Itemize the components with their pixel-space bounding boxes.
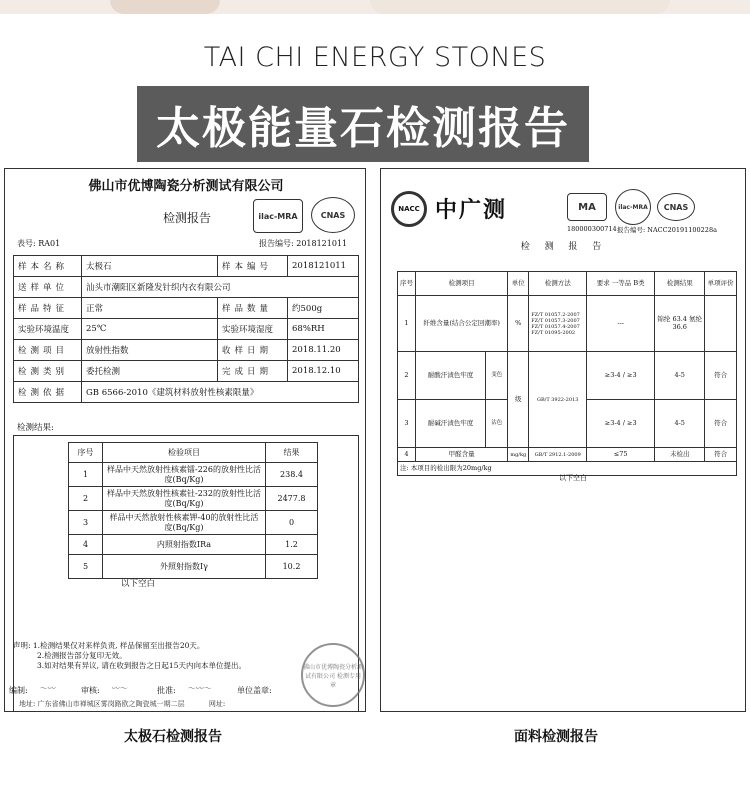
official-stamp: 佛山市优博陶瓷分析测试有限公司 检测专用章 [301, 643, 365, 707]
photo-fragment [370, 0, 670, 14]
below-blank-note: 以下空白 [121, 579, 156, 589]
table-row: 3 耐碱汗渍色牢度 沾色 ≥3-4 / ≥3 4-5 符合 [398, 400, 737, 448]
table-row: 3 样品中天然放射性核素钾-40的放射性比活度(Bq/Kg) 0 [69, 511, 318, 535]
table-row: 序号 检验项目 结果 [69, 443, 318, 463]
below-blank-note: 以下空白 [559, 474, 587, 482]
signature-scribble: 〜〰 [39, 684, 55, 693]
report-number: 报告编号: NACC20191100228a [617, 226, 717, 234]
photo-fragment [110, 0, 220, 14]
table-row: 2 耐酸汗渍色牢度 变色 级 GB/T 3922-2013 ≥3-4 / ≥3 4-5 符合 [398, 352, 737, 400]
table-row: 5 外照射指数Iγ 10.2 [69, 555, 318, 579]
table-row: 检测项目 放射性指数 收样日期 2018.11.20 [14, 340, 359, 361]
table-row: 2 样品中天然放射性核素钍-232的放射性比活度(Bq/Kg) 2477.8 [69, 487, 318, 511]
ma-badge: MA [567, 193, 607, 221]
table-row: 检测依据 GB 6566-2010《建筑材料放射性核素限量》 [14, 382, 359, 403]
ilac-mra-badge: ilac-MRA [253, 199, 303, 233]
table-row: 送样单位 汕头市潮阳区新隆发针织内衣有限公司 [14, 277, 359, 298]
table-row: 1 样品中天然放射性核素镭-226的放射性比活度(Bq/Kg) 238.4 [69, 463, 318, 487]
table-row: 实验环境温度 25℃ 实验环境湿度 68%RH [14, 319, 359, 340]
ma-number: 180000300714 [567, 225, 617, 233]
institute-name: 佛山市优博陶瓷分析测试有限公司 [88, 179, 284, 194]
declaration-notes: 声明: 1.检测结果仅对来样负责, 样品保留至出报告20天。 2.检测报告部分复印无效。 3.如对结果有异议, 请在收到报告之日起15天内向本单位提出。 [13, 641, 246, 671]
table-row: 4 甲醛含量 mg/kg GB/T 2912.1-2009 ≤75 未检出 符合 [398, 448, 737, 462]
report-title: 检 测 报 告 [520, 242, 608, 252]
ilac-mra-badge: ilac-MRA [615, 189, 651, 225]
stone-test-report: 佛山市优博陶瓷分析测试有限公司 检测报告 ilac-MRA CNAS 表号: RA01 报告编号: 2018121011 样本名称 太极石 样本编号 2018121011 送样单位 汕头市潮阳区新隆发针织内衣有限公司 样品特征 正常 样品数量 约500g 实验环境温度 25℃ 实验环境湿度 68%RH 检测项目 放射性指数 收样日期 2018.11.20 检测类别 委托检测 完成日期 2018.12.10 检测依据 GB 6566-2010《建筑材料放射性核素限量》 检测结果: 序号 检验项目 结果 1 样品中天然放射性核素镭-226的放射性比活度(Bq/Kg) 238.4 2 样品中天然放射性核素钍-232的放射性比活度(Bq/Kg) 2477.8 3 样品中天然放射性核素钾-40的放射性比活度(Bq/Kg) 0 4 内照射指数IRa 1.2 5 外照射指数Iγ 10.2 以下空白 声明: 1.检测结果仅对来样负责, 样品保留至出报告20天。 2.检测报告部分复印无效。 3.如对结果有异议, 请在收到报告之日起15天内向本单位提出。 佛山市优博陶瓷分析测试有限公司 检测专用章 编制: 〜〰 审核: 〰〜 批准: 〜〰〜 单位盖章: 地址: 广东省佛山市禅城区雾岗路欧之陶瓷城一期二层 网址: [4, 168, 366, 712]
caption-fabric-report: 面料检测报告 [514, 729, 598, 745]
table-row: 样品特征 正常 样品数量 约500g [14, 298, 359, 319]
brand-name: 中广测 [435, 198, 508, 223]
caption-stone-report: 太极石检测报告 [124, 729, 222, 745]
chinese-title-banner: 太极能量石检测报告 [137, 86, 589, 162]
table-row: 注: 本项目的检出限为20mg/kg [398, 462, 737, 476]
table-row: 样本名称 太极石 样本编号 2018121011 [14, 256, 359, 277]
report-subtitle: 检测报告 [163, 211, 212, 225]
fabric-results-table [397, 271, 737, 476]
sample-info-table [13, 255, 359, 403]
signature-scribble: 〜〰〜 [187, 684, 211, 693]
nacc-logo: NACC [391, 191, 427, 227]
cnas-badge: CNAS [657, 193, 695, 221]
table-row: 4 内照射指数IRa 1.2 [69, 535, 318, 555]
table-row: 1 纤维含量(结合公定回潮率) % FZ/T 01057.2-2007 FZ/T 01057.3-2007 FZ/T 01057.4-2007 FZ/T 01095-2002 --- 锦纶 63.4 氨纶 36.6 [398, 296, 737, 352]
results-label: 检测结果: [17, 423, 54, 433]
cnas-badge: CNAS [311, 197, 355, 233]
fabric-test-report [380, 168, 746, 712]
table-row: 检测类别 委托检测 完成日期 2018.12.10 [14, 361, 359, 382]
address-line: 地址: 广东省佛山市禅城区雾岗路欧之陶瓷城一期二层 网址: [19, 700, 226, 708]
english-title: TAI CHI ENERGY STONES [203, 42, 547, 73]
signature-scribble: 〰〜 [111, 684, 127, 693]
top-photo-strip [0, 0, 750, 14]
table-row: 序号 检测项目 单位 检测方法 要求 一等品 B类 检测结果 单项评价 [398, 272, 737, 296]
results-table [68, 442, 318, 579]
report-number: 报告编号: 2018121011 [259, 239, 348, 248]
table-number: 表号: RA01 [17, 239, 61, 248]
